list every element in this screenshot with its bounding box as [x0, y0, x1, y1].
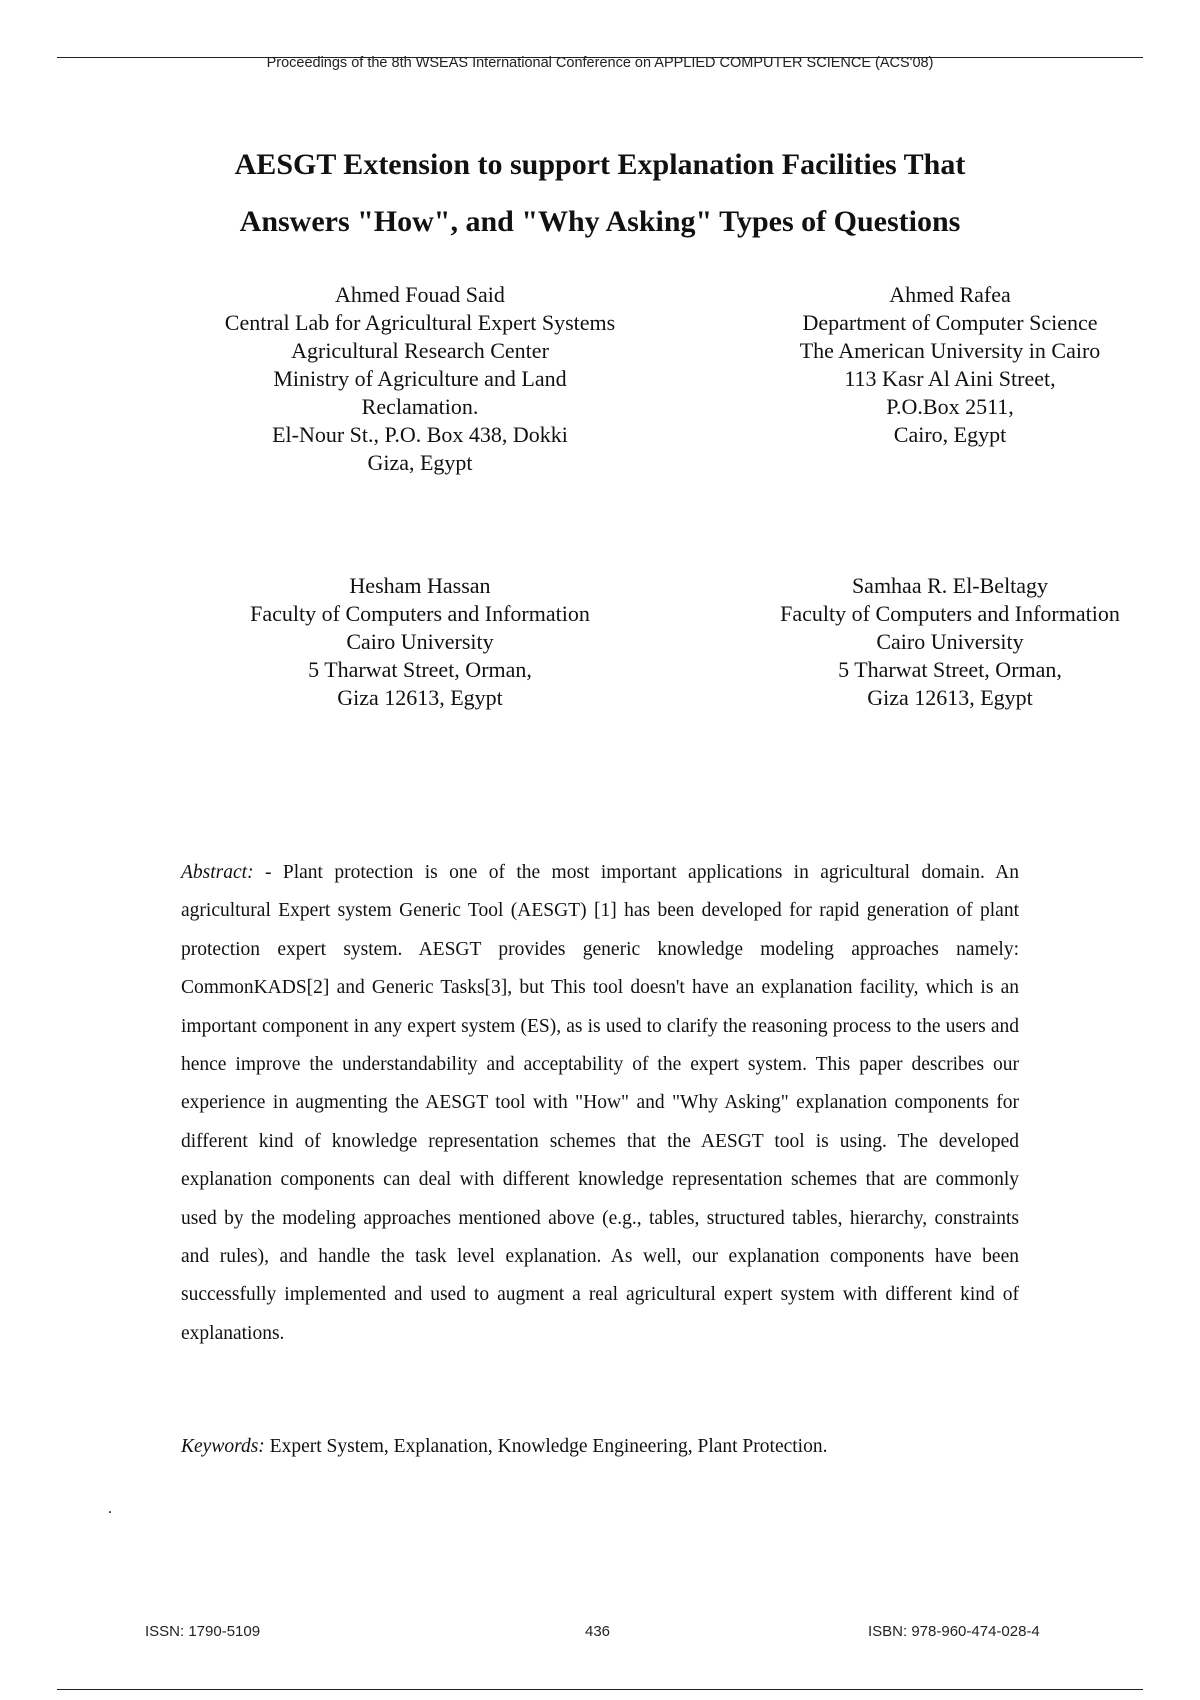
abstract-label: Abstract: — [181, 862, 254, 883]
author-block-rafea — [720, 281, 1180, 449]
footer-isbn: ISBN: 978-960-474-028-4 — [868, 1623, 1040, 1640]
author-affiliation-line: El-Nour St., P.O. Box 438, Dokki — [272, 422, 568, 447]
author-name: Ahmed Rafea — [889, 282, 1011, 307]
title-line-2: Answers "How", and "Why Asking" Types of Questions — [239, 205, 961, 238]
author-affiliation-line: 5 Tharwat Street, Orman, — [838, 657, 1062, 682]
title-line-1: AESGT Extension to support Explanation Facilities That — [234, 148, 966, 181]
running-head: Proceedings of the 8th WSEAS International Conference on APPLIED COMPUTER SCIENCE (ACS'08) — [266, 55, 934, 71]
author-affiliation-line: Agricultural Research Center — [291, 338, 549, 363]
keywords — [181, 1428, 1019, 1466]
author-affiliation-line: Reclamation. — [361, 394, 479, 419]
author-affiliation-line: Giza, Egypt — [367, 450, 473, 475]
author-affiliation-line: The American University in Cairo — [799, 338, 1101, 363]
author-name: Ahmed Fouad Said — [335, 282, 505, 307]
author-affiliation-line: Giza 12613, Egypt — [867, 685, 1033, 710]
keywords-label: Keywords: — [181, 1436, 265, 1457]
bottom-rule — [57, 1689, 1143, 1690]
author-affiliation-line: Faculty of Computers and Information — [250, 601, 590, 626]
author-affiliation-line: Cairo University — [876, 629, 1024, 654]
author-affiliation-line: P.O.Box 2511, — [886, 394, 1014, 419]
author-block-said — [190, 281, 650, 477]
author-block-hassan — [190, 572, 650, 712]
author-affiliation-line: Giza 12613, Egypt — [337, 685, 503, 710]
author-affiliation-line: Faculty of Computers and Information — [780, 601, 1120, 626]
author-name: Samhaa R. El-Beltagy — [851, 573, 1049, 598]
author-affiliation-line: Central Lab for Agricultural Expert Systems — [224, 310, 616, 335]
author-name: Hesham Hassan — [349, 573, 491, 598]
author-block-el-beltagy — [720, 572, 1180, 712]
author-affiliation-line: Department of Computer Science — [802, 310, 1098, 335]
paper-title — [100, 136, 1100, 250]
author-affiliation-line: Cairo, Egypt — [893, 422, 1007, 447]
author-affiliation-line: 113 Kasr Al Aini Street, — [844, 366, 1056, 391]
author-affiliation-line: Ministry of Agriculture and Land — [273, 366, 567, 391]
abstract-text: - Plant protection is one of the most important applications in agricultural domain. An agricultural Expert system Generic Tool (AESGT) [1] has been developed for rapid generation of plant protection expert system. AESGT provides generic knowledge modeling approaches namely: CommonKADS[2] and Generic Tasks[3], but This tool doesn't have an explanation facility, which is an important component in any expert system (ES), as is used to clarify the reasoning process to the users and hence improve the understandability and acceptability of the expert system. This paper describes our experience in augmenting the AESGT tool with "How" and "Why Asking" explanation components for different kind of knowledge representation schemes that the AESGT tool is using. The developed explanation components can deal with different knowledge representation schemes that are commonly used by the modeling approaches mentioned above (e.g., tables, structured tables, hierarchy, constraints and rules), and handle the task level explanation. As well, our explanation components have been successfully implemented and used to augment a real agricultural expert system with different kind of explanations. — [181, 862, 1019, 1344]
author-affiliation-line: Cairo University — [346, 629, 494, 654]
footer-issn: ISSN: 1790-5109 — [145, 1623, 261, 1640]
footer-page-number: 436 — [585, 1623, 611, 1640]
keywords-text: Expert System, Explanation, Knowledge Engineering, Plant Protection. — [269, 1436, 828, 1457]
abstract — [181, 854, 1019, 1353]
stray-mark: . — [108, 1500, 112, 1517]
author-affiliation-line: 5 Tharwat Street, Orman, — [308, 657, 532, 682]
